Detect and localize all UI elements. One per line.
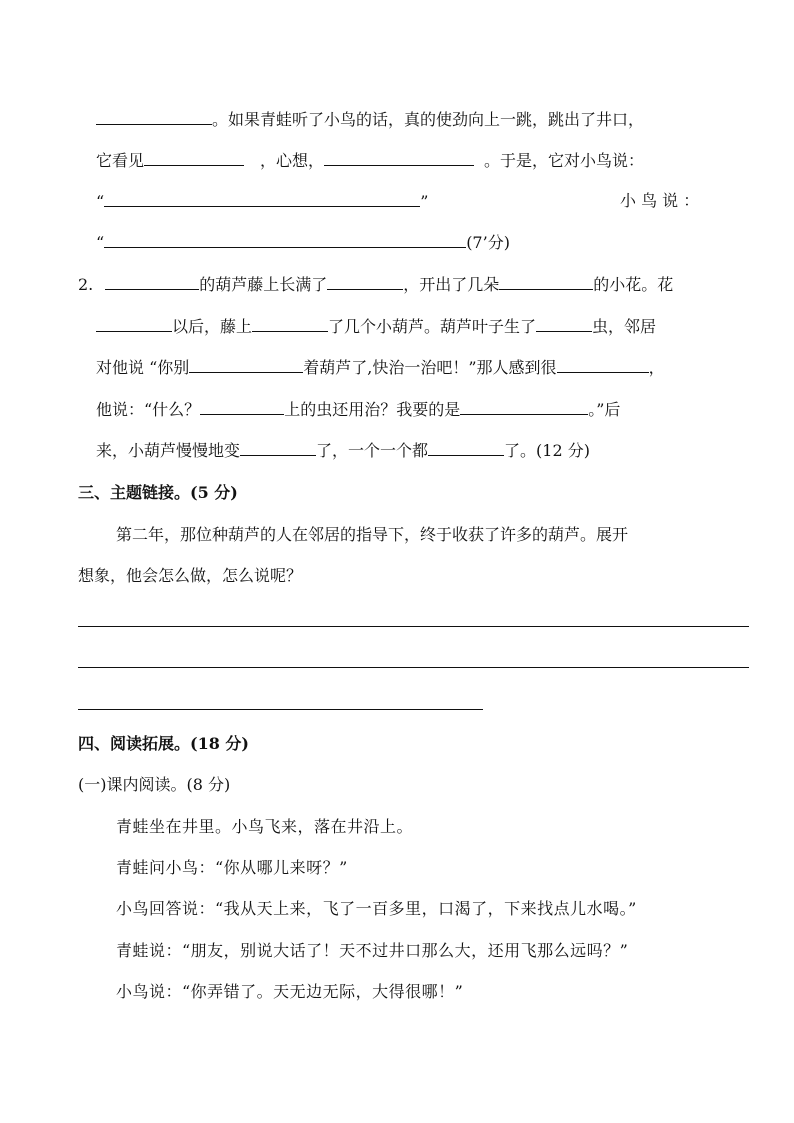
answer-blank[interactable] (327, 273, 403, 290)
reading-passage-line: 青蛙坐在井里。小鸟飞来，落在井沿上。 (116, 817, 414, 836)
bird-says-label (620, 190, 699, 212)
reading-passage-line: 青蛙说：“朋友，别说大话了！天不过井口那么大，还用飞那么远吗？” (116, 941, 629, 960)
text: 着葫芦了,快治一治吧！”那人感到很 (303, 358, 557, 377)
fill-line-1 (96, 108, 644, 131)
fill-line-2 (96, 149, 644, 172)
text: 了。(12 分) (504, 441, 590, 460)
q2-line-3 (96, 356, 665, 379)
answer-blank[interactable] (240, 439, 316, 456)
answer-blank[interactable] (200, 398, 284, 415)
text: 的葫芦藤上长满了 (199, 275, 328, 294)
reading-passage-line: 青蛙问小鸟：“你从哪儿来呀？” (116, 858, 348, 877)
q2-line-2 (96, 315, 656, 338)
text: ， (648, 358, 665, 377)
text: 它看见 (96, 151, 145, 170)
text: ，开出了几朵 (403, 275, 500, 294)
text: 了几个小葫芦。葫芦叶子生了 (328, 317, 537, 336)
answer-blank[interactable] (252, 315, 328, 332)
q2-line-5 (96, 439, 590, 462)
answer-blank[interactable] (105, 273, 199, 290)
section-3-prompt-line-2: 想象，他会怎么做，怎么说呢？ (78, 566, 303, 585)
text: 。”后 (588, 400, 621, 419)
fill-line-4 (96, 231, 510, 254)
text: 对他说 “你别 (96, 358, 190, 377)
answer-blank[interactable] (324, 149, 474, 166)
text: ，心想， (260, 151, 325, 170)
text: 以后，藤上 (172, 317, 253, 336)
text: 的小花。花 (593, 275, 674, 294)
section-4-heading: 四、阅读拓展。(18 分) (78, 734, 249, 753)
answer-line[interactable] (78, 709, 483, 710)
reading-passage-line: 小鸟回答说：“我从天上来，飞了一百多里，口渴了，下来找点儿水喝。” (116, 899, 637, 918)
answer-blank[interactable] (557, 356, 649, 373)
reading-passage-line: 小鸟说：“你弄错了。天无边无际，大得很哪！” (116, 982, 464, 1001)
answer-line[interactable] (78, 667, 749, 668)
answer-blank[interactable] (96, 108, 212, 125)
text: 来，小葫芦慢慢地变 (96, 441, 241, 460)
text: 。如果青蛙听了小鸟的话，真的使劲向上一跳，跳出了井口， (212, 110, 645, 129)
text: “ (96, 192, 105, 211)
text: 虫，邻居 (592, 317, 657, 336)
answer-blank[interactable] (104, 231, 466, 248)
answer-blank[interactable] (536, 315, 592, 332)
fill-line-3 (96, 190, 428, 213)
text: 上的虫还用治？我要的是 (284, 400, 461, 419)
text: 了，一个一个都 (316, 441, 429, 460)
section-4-subheading: (一)课内阅读。(8 分) (78, 775, 231, 794)
answer-blank[interactable] (428, 439, 504, 456)
answer-line[interactable] (78, 626, 749, 627)
score: (7’分) (466, 233, 510, 252)
question-number: 2. (78, 275, 94, 294)
text: “ (96, 233, 105, 252)
answer-blank[interactable] (460, 398, 588, 415)
answer-blank[interactable] (104, 190, 420, 207)
answer-blank[interactable] (189, 356, 303, 373)
text: ” (420, 192, 429, 211)
answer-blank[interactable] (144, 149, 244, 166)
q2-line-1 (78, 273, 673, 296)
text: 。于是，它对小鸟说： (484, 151, 645, 170)
section-3-heading: 三、主题链接。(5 分) (78, 483, 238, 502)
answer-blank[interactable] (96, 315, 172, 332)
q2-line-4 (96, 398, 620, 421)
answer-blank[interactable] (499, 273, 593, 290)
text: 他说：“什么？ (96, 400, 201, 419)
text: 小 鸟 说 ： (620, 191, 700, 210)
section-3-prompt-line-1: 第二年，那位种葫芦的人在邻居的指导下，终于收获了许多的葫芦。展开 (116, 525, 629, 544)
